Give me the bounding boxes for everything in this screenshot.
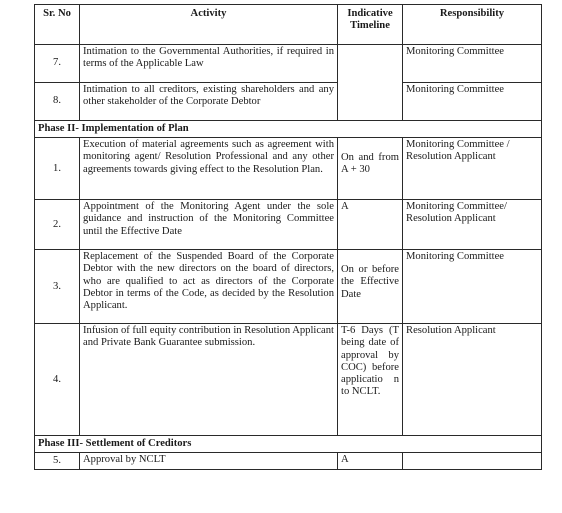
header-sr-no: Sr. No [35, 5, 80, 45]
header-timeline: Indicative Timeline [338, 5, 403, 45]
row-activity: Approval by NCLT [80, 453, 338, 470]
row-number: 3. [35, 250, 80, 324]
header-responsibility: Responsibility [403, 5, 542, 45]
row-activity: Execution of material agreements such as agreement with monitoring agent/ Resolution Professional and any other agreements towards giving effect to the Resolution Plan. [80, 138, 338, 200]
row-responsibility: Monitoring Committee [403, 45, 542, 83]
row-number: 1. [35, 138, 80, 200]
header-row [35, 5, 542, 45]
row-responsibility: Monitoring Committee [403, 83, 542, 121]
header-activity: Activity [80, 5, 338, 45]
row-activity: Appointment of the Monitoring Agent under the sole guidance and instruction of the Monitoring Committee until the Effective Date [80, 200, 338, 250]
table-row [35, 83, 542, 121]
row-responsibility: Monitoring Committee [403, 250, 542, 324]
phase-3-title: Phase III- Settlement of Creditors [35, 436, 542, 453]
document-page [34, 4, 542, 470]
row-timeline: On or before the Effective Date [338, 250, 403, 324]
row-responsibility: Monitoring Committee / Resolution Applicant [403, 138, 542, 200]
row-activity: Infusion of full equity contribution in Resolution Applicant and Private Bank Guarantee submission. [80, 324, 338, 436]
table-row [35, 250, 542, 324]
row-responsibility: Monitoring Committee/ Resolution Applicant [403, 200, 542, 250]
table-row [35, 453, 542, 470]
row-timeline: On and from A + 30 [338, 138, 403, 200]
row-responsibility: Resolution Applicant [403, 324, 542, 436]
phase-heading-row [35, 121, 542, 138]
row-timeline: A [338, 453, 403, 470]
row-activity: Replacement of the Suspended Board of the Corporate Debtor with the new directors on the board of directors, who are qualified to act as directors of the Corporate Debtor in terms of the Code, as decided by the Resolution Applicant. [80, 250, 338, 324]
row-timeline [338, 45, 403, 121]
row-responsibility [403, 453, 542, 470]
table-row [35, 200, 542, 250]
implementation-schedule-table [34, 4, 542, 470]
row-timeline: T-6 Days (T being date of approval by COC) before applicatio n to NCLT. [338, 324, 403, 436]
row-number: 5. [35, 453, 80, 470]
row-number: 7. [35, 45, 80, 83]
row-number: 8. [35, 83, 80, 121]
phase-2-title: Phase II- Implementation of Plan [35, 121, 542, 138]
table-row [35, 324, 542, 436]
row-activity: Intimation to all creditors, existing shareholders and any other stakeholder of the Corporate Debtor [80, 83, 338, 121]
table-row [35, 45, 542, 83]
row-timeline: A [338, 200, 403, 250]
row-number: 2. [35, 200, 80, 250]
row-activity: Intimation to the Governmental Authorities, if required in terms of the Applicable Law [80, 45, 338, 83]
table-row [35, 138, 542, 200]
row-number: 4. [35, 324, 80, 436]
phase-heading-row [35, 436, 542, 453]
